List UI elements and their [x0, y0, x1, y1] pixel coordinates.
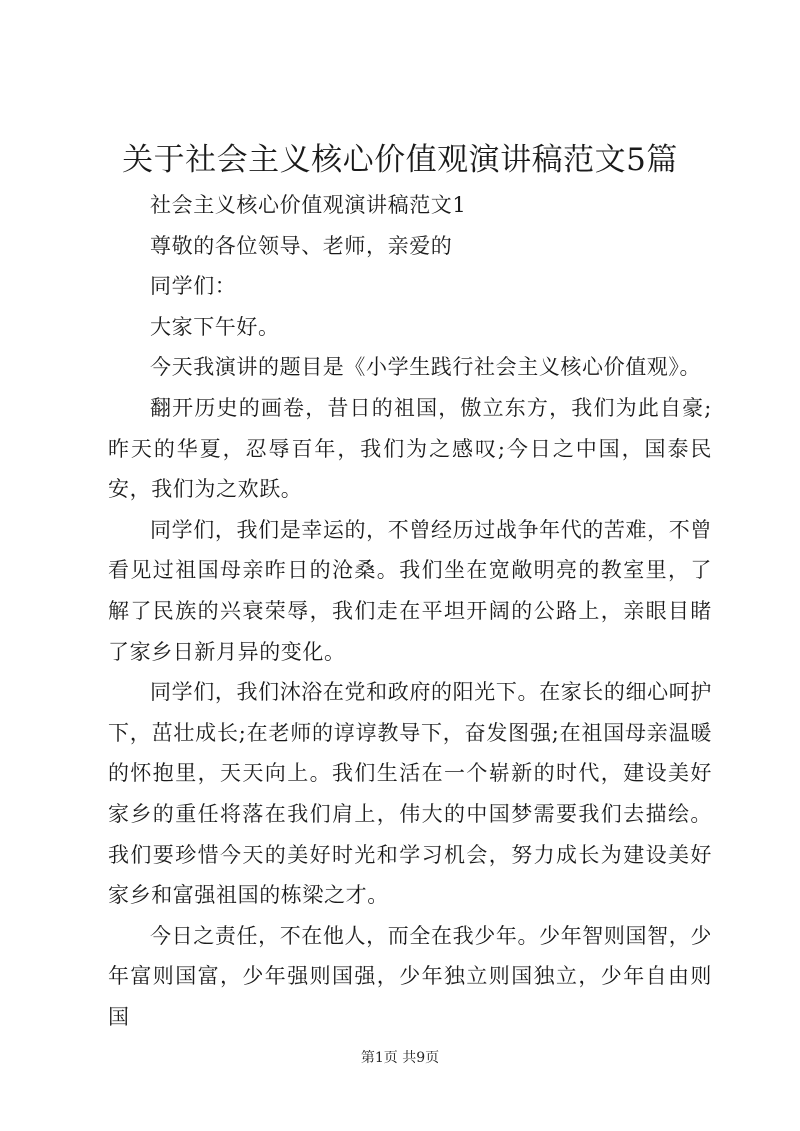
paragraph: 翻开历史的画卷，昔日的祖国，傲立东方，我们为此自豪;昨天的华夏，忍辱百年，我们为之感叹;今日之中国，国泰民安，我们为之欢跃。: [108, 395, 712, 502]
page-footer: [0, 1048, 800, 1068]
paragraph: 同学们，我们沐浴在党和政府的阳光下。在家长的细心呵护下，茁壮成长;在老师的谆谆教导下，奋发图强;在祖国母亲温暖的怀抱里，天天向上。我们生活在一个崭新的时代，建设美好家乡的重任将落在我们肩上，伟大的中国梦需要我们去描绘。我们要珍惜今天的美好时光和学习机会，努力成长为建设美好家乡和富强祖国的栋梁之才。: [108, 680, 712, 908]
paragraph: 今天我演讲的题目是《小学生践行社会主义核心价值观》。: [150, 355, 702, 380]
page-number-label: 第1页 共9页: [360, 1050, 440, 1066]
paragraph: 尊敬的各位领导、老师，亲爱的: [150, 233, 453, 258]
paragraph: 今日之责任，不在他人，而全在我少年。少年智则国智，少年富则国富，少年强则国强，少年独立则国独立，少年自由则国: [108, 923, 712, 1029]
document-title: 关于社会主义核心价值观演讲稿范文5篇: [122, 142, 678, 178]
paragraph: 同学们，我们是幸运的，不曾经历过战争年代的苦难，不曾看见过祖国母亲昨日的沧桑。我们坐在宽敞明亮的教室里，了解了民族的兴衰荣辱，我们走在平坦开阔的公路上，亲眼目睹了家乡日新月异的变化。: [108, 517, 712, 664]
document-body: [108, 185, 712, 1037]
paragraph: 大家下午好。: [150, 314, 280, 339]
paragraph: 同学们：: [150, 274, 237, 299]
paragraph: 社会主义核心价值观演讲稿范文1: [150, 193, 467, 217]
